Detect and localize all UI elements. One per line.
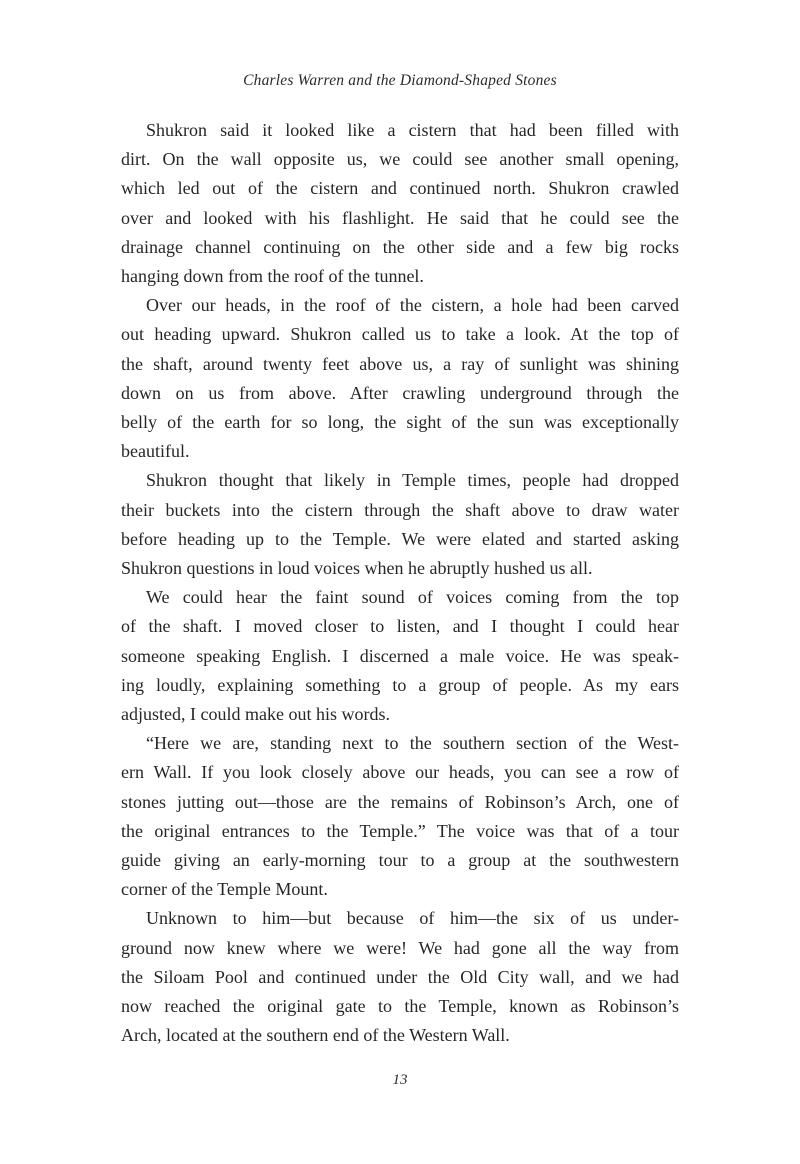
text-line: Shukron said it looked like a cistern that had been filled with	[146, 120, 679, 140]
text-line: out heading upward. Shukron called us to take a look. At the top of	[121, 324, 679, 345]
text-line: ern Wall. If you look closely above our heads, you can see a row of	[121, 762, 679, 783]
text-line: Shukron questions in loud voices when he abruptly hushed us all.	[121, 558, 593, 579]
text-line: which led out of the cistern and continued north. Shukron crawled	[121, 178, 679, 199]
text-line: Shukron thought that likely in Temple times, people had dropped	[146, 470, 679, 491]
text-line: drainage channel continuing on the other side and a few big rocks	[121, 236, 679, 257]
text-line: corner of the Temple Mount.	[121, 879, 328, 900]
text-line: stones jutting out—those are the remains of Robinson’s Arch, one of	[121, 791, 679, 812]
paragraph	[121, 904, 679, 1050]
text-line: someone speaking English. I discerned a male voice. He was speak-	[121, 645, 679, 666]
text-line: before heading up to the Temple. We were elated and started asking	[121, 528, 679, 549]
page-body	[121, 116, 679, 1051]
paragraph	[121, 729, 679, 904]
text-line: ing loudly, explaining something to a group of people. As my ears	[121, 674, 679, 695]
running-header: Charles Warren and the Diamond-Shaped Stones	[243, 72, 557, 89]
text-line: dirt. On the wall opposite us, we could see another small opening,	[121, 149, 679, 170]
text-line: adjusted, I could make out his words.	[121, 704, 390, 725]
page-number: 13	[392, 1072, 408, 1088]
text-line: the Siloam Pool and continued under the Old City wall, and we had	[121, 966, 679, 987]
text-line: belly of the earth for so long, the sight of the sun was exceptionally	[121, 412, 679, 433]
paragraph	[121, 466, 679, 583]
paragraph	[121, 291, 679, 466]
paragraph	[121, 583, 679, 729]
text-line: over and looked with his flashlight. He said that he could see the	[121, 207, 679, 228]
text-line: ground now knew where we were! We had gone all the way from	[121, 937, 679, 958]
text-line: the shaft, around twenty feet above us, a ray of sunlight was shining	[121, 353, 679, 374]
text-line: beautiful.	[121, 441, 190, 462]
text-line: “Here we are, standing next to the southern section of the West-	[146, 733, 679, 754]
paragraph	[121, 116, 679, 291]
text-line: Arch, located at the southern end of the Western Wall.	[121, 1025, 510, 1046]
text-line: down on us from above. After crawling underground through the	[121, 382, 679, 403]
text-line: Over our heads, in the roof of the cistern, a hole had been carved	[146, 295, 679, 316]
text-line: We could hear the faint sound of voices coming from the top	[146, 587, 679, 608]
text-line: their buckets into the cistern through the shaft above to draw water	[121, 499, 679, 520]
text-line: Unknown to him—but because of him—the six of us under-	[146, 908, 679, 929]
text-line: hanging down from the roof of the tunnel.	[121, 266, 424, 287]
text-line: now reached the original gate to the Temple, known as Robinson’s	[121, 996, 679, 1017]
text-line: the original entrances to the Temple.” The voice was that of a tour	[121, 820, 679, 841]
text-line: guide giving an early-morning tour to a group at the southwestern	[121, 850, 679, 871]
text-line: of the shaft. I moved closer to listen, and I thought I could hear	[121, 616, 679, 637]
